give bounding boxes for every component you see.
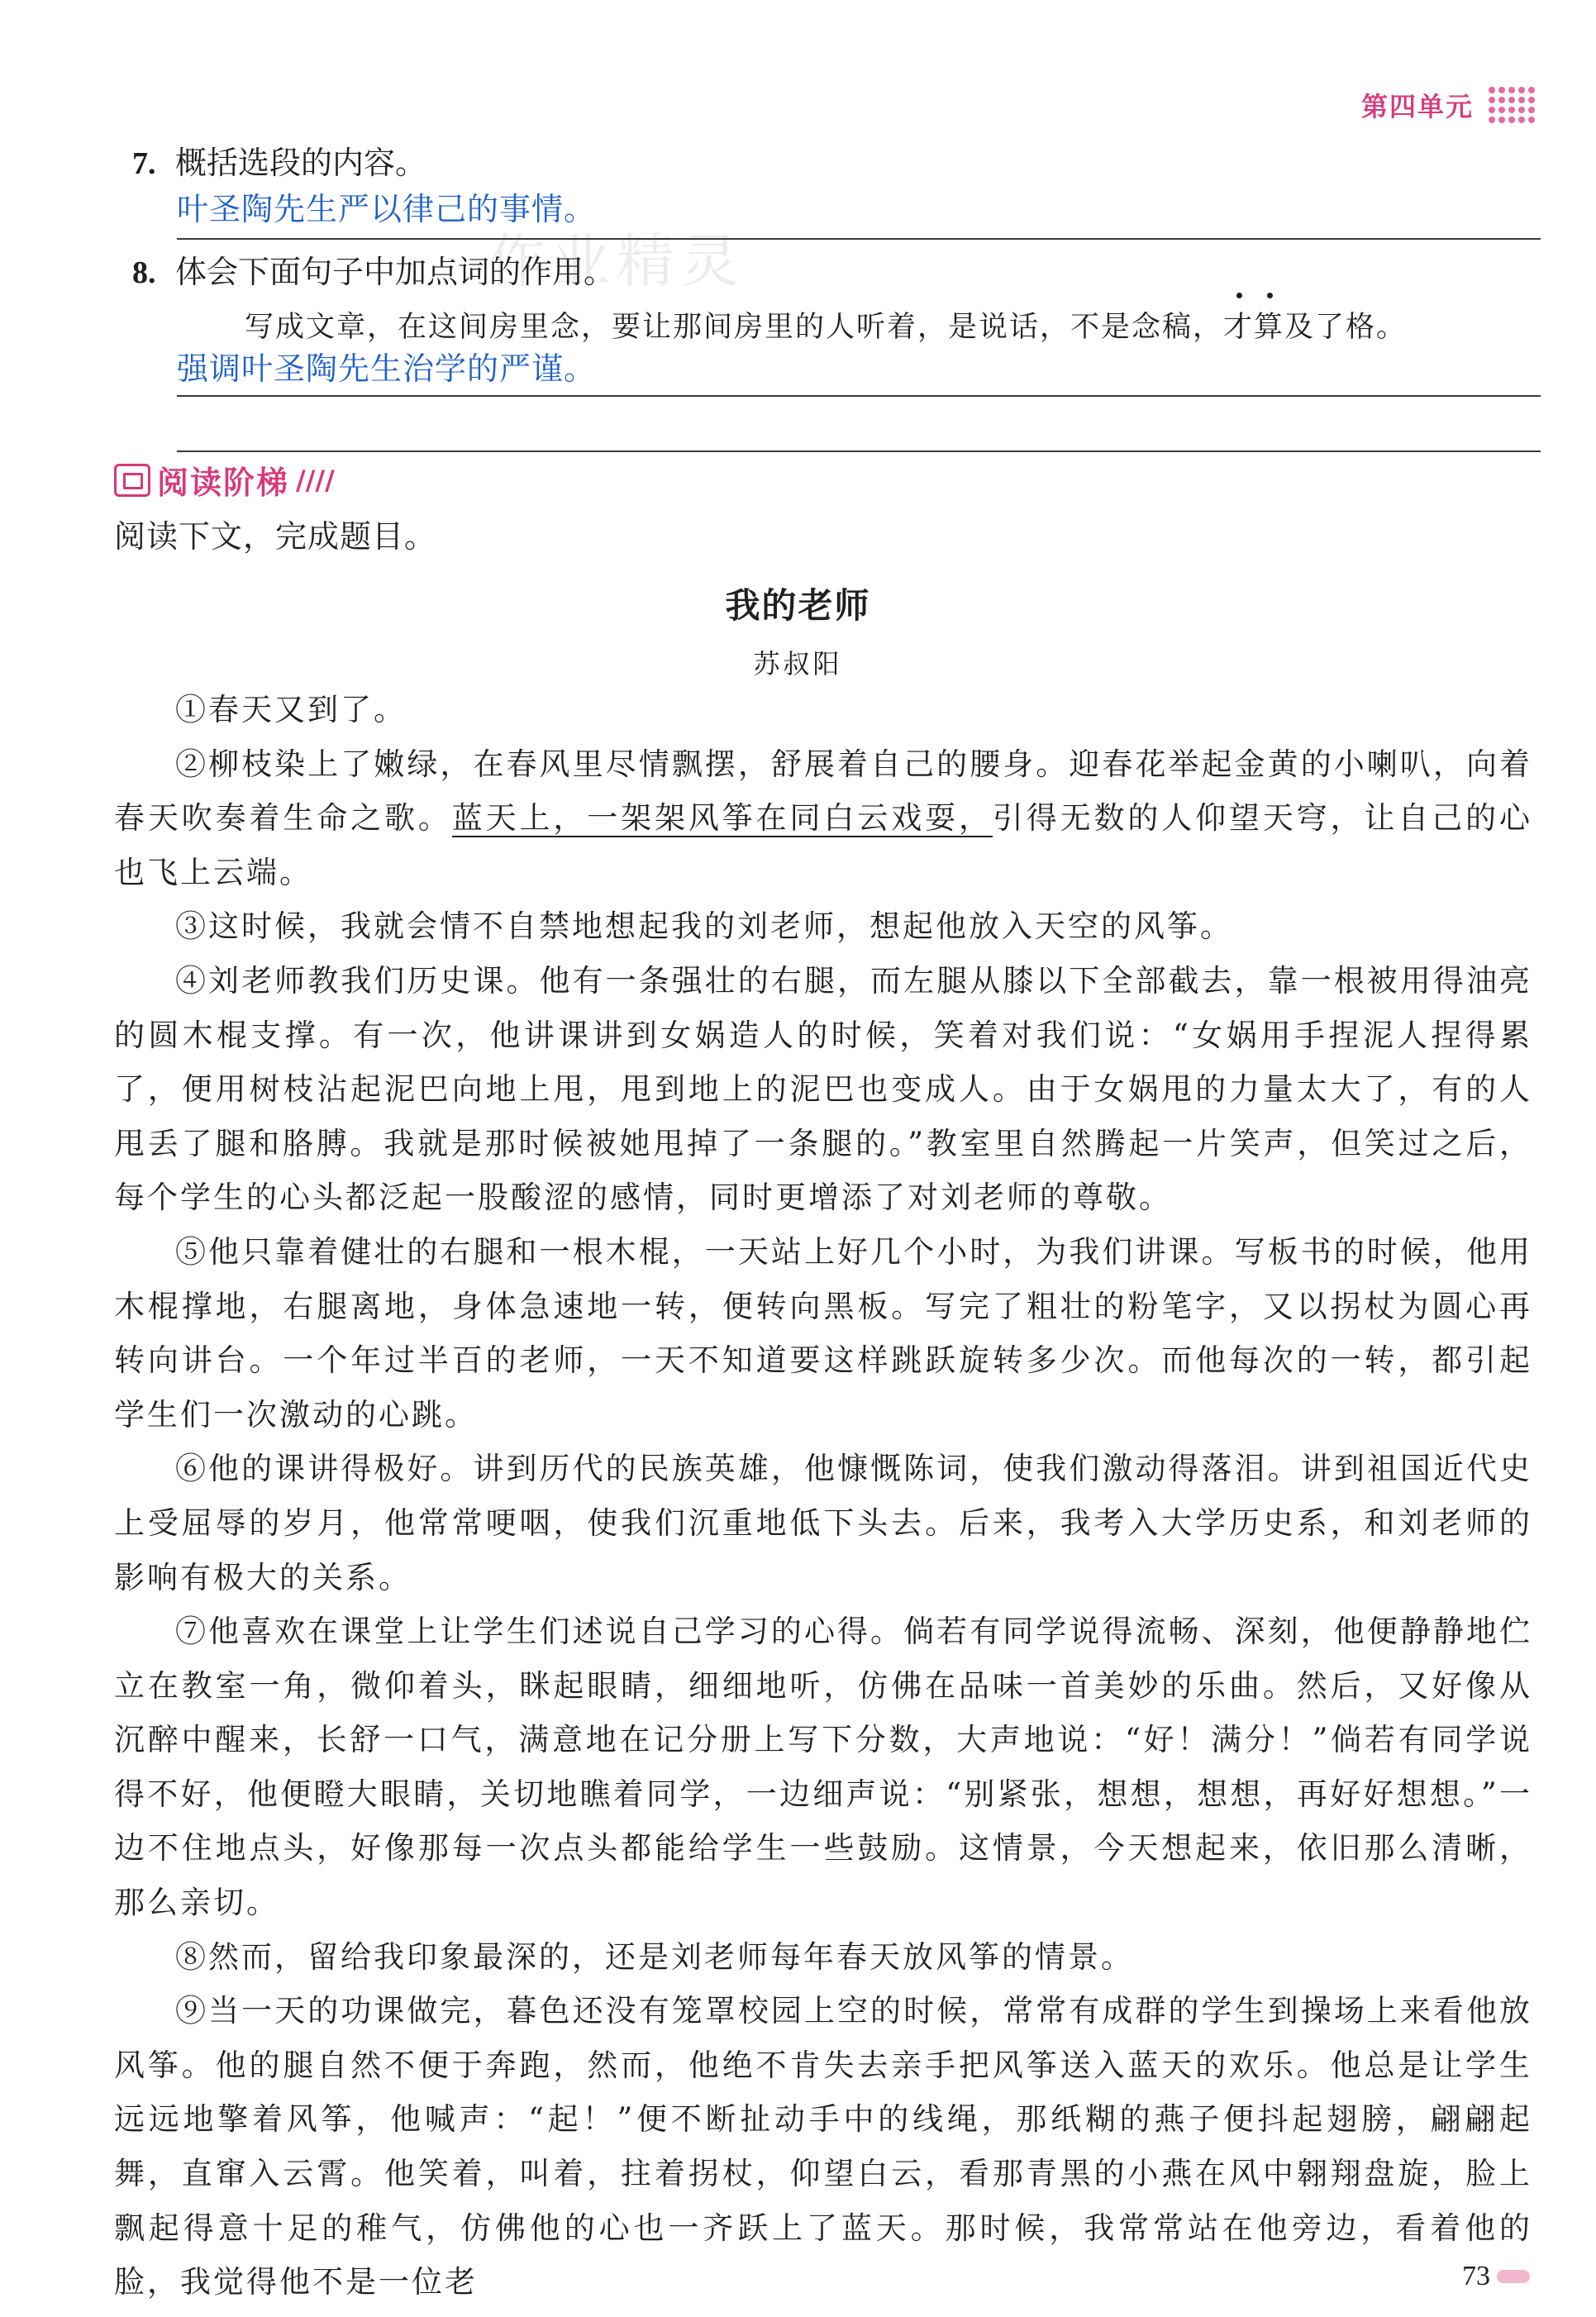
quoted-sentence: [245, 304, 1407, 346]
paragraph: ⑥他的课讲得极好。讲到历代的民族英雄，他慷慨陈词，使我们激动得落泪。讲到祖国近代史上受屈辱的岁月，他常常哽咽，使我们沉重地低下头去。后来，我考入大学历史系，和刘老师的影响有极大的关系。: [114, 1451, 1532, 1595]
answer-line: [177, 451, 1541, 452]
underlined-sentence: 蓝天上，一架架风筝在同白云戏耍，: [451, 800, 993, 837]
unit-header: [1361, 86, 1535, 124]
article-title: 我的老师: [725, 585, 871, 626]
question-text: 体会下面句子中加点词的作用。: [175, 254, 616, 290]
question-7: [132, 137, 426, 183]
paragraph: ⑧然而，留给我印象最深的，还是刘老师每年春天放风筝的情景。: [175, 1938, 1134, 1975]
paragraph: ①春天又到了。: [175, 692, 407, 727]
article-author: 苏叔阳: [753, 648, 843, 679]
quote-text: 写成文章，在这间房里念，要让那间房里的人听着，是说话，不是念稿，: [245, 311, 1224, 344]
decorative-slash-icon: ////: [296, 464, 335, 496]
paragraph-text: 引得无数的人仰望天穹，让自己的心也飞上云端。: [114, 800, 1533, 890]
page-tab-icon: [1497, 2270, 1530, 2283]
answer-8: 强调叶圣陶先生治学的严谨。: [177, 350, 597, 387]
answer-line: [177, 238, 1541, 240]
page-number-text: 73: [1462, 2261, 1490, 2291]
watermark: 作业精灵: [488, 227, 746, 295]
instruction: 阅读下文，完成题目。: [114, 518, 437, 555]
section-title: 阅读阶梯: [157, 465, 290, 501]
answer-line: [177, 395, 1541, 397]
paragraph: ⑦他喜欢在课堂上让学生们述说自己学习的心得。倘若有同学说得流畅、深刻，他便静静地伫立在教室一角，微仰着头，眯起眼睛，细细地听，仿佛在品味一首美妙的乐曲。然后，又好像从沉醉中醒来，长舒一口气，满意地在记分册上写下分数，大声地说：“好！满分！”倘若有同学说得不好，他便瞪大眼睛，关切地瞧着同学，一边细声说：“别紧张，想想，想想，再好好想想。”一边不住地点头，好像那每一次点头都能给学生一些鼓励。这情景，今天想起来，依旧那么清晰，那么亲切。: [114, 1614, 1532, 1921]
answer-7: 叶圣陶先生严以律己的事情。: [177, 191, 597, 227]
question-8: [132, 246, 615, 292]
decorative-dots-icon: [1489, 87, 1535, 123]
paragraph: ⑤他只靠着健壮的右腿和一根木棍，一天站上好几个小时，为我们讲课。写板书的时候，他用木棍撑地，右腿离地，身体急速地一转，便转向黑板。写完了粗壮的粉笔字，又以拐杖为圆心再转向讲台。一个年过半百的老师，一天不知道要这样跳跃旋转多少次。而他每次的一转，都引起学生们一次激动的心跳。: [114, 1233, 1532, 1433]
section-badge: [114, 457, 335, 503]
paragraph: ④刘老师教我们历史课。他有一条强壮的右腿，而左腿从膝以下全部截去，靠一根被用得油亮的圆木棍支撑。有一次，他讲课讲到女娲造人的时候，笑着对我们说：“女娲用手捏泥人捏得累了，便用树枝沾起泥巴向地上甩，甩到地上的泥巴也变成人。由于女娲甩的力量太大了，有的人甩丢了腿和胳膊。我就是那时候被她甩掉了一条腿的。”教室里自然腾起一片笑声，但笑过之后，每个学生的心头都泛起一股酸涩的感情，同时更增添了对刘老师的尊敬。: [114, 962, 1532, 1216]
page-number: [1462, 2261, 1530, 2292]
question-text: 概括选段的内容。: [175, 145, 427, 181]
question-number: 8.: [132, 255, 156, 290]
unit-title: 第四单元: [1360, 91, 1474, 122]
paragraph: ③这时候，我就会情不自禁地想起我的刘老师，想起他放入天空的风筝。: [175, 908, 1233, 945]
dotted-word: 才: [1223, 304, 1254, 346]
paragraph: ⑨当一天的功课做完，暮色还没有笼罩校园上空的时候，常常有成群的学生到操场上来看他放风筝。他的腿自然不便于奔跑，然而，他绝不肯失去亲手把风筝送入蓝天的欢乐。他总是让学生远远地擎着风筝，他喊声：“起！”便不断扯动手中的线绳，那纸糊的燕子便抖起翅膀，翩翩起舞，直窜入云霄。他笑着，叫着，拄着拐杖，仰望白云，看那青黑的小燕在风中翱翔盘旋，脸上飘起得意十足的稚气，仿佛他的心也一齐跃上了蓝天。那时候，我常常站在他旁边，看着他的脸，我觉得他不是一位老: [114, 1993, 1532, 2300]
reading-ladder-icon: [114, 464, 150, 497]
question-number: 7.: [132, 146, 156, 181]
article-body: [114, 683, 1532, 2310]
dotted-word: 算: [1254, 304, 1284, 346]
quote-text: 及了格。: [1284, 311, 1408, 344]
paragraph-text: ②柳枝染上了嫩绿，在春风里尽情飘摆，舒展着自己的腰身。迎春花举起金黄的小喇叭，向着春天吹奏着生命之歌。: [114, 746, 1532, 837]
paragraph: [114, 737, 1532, 900]
